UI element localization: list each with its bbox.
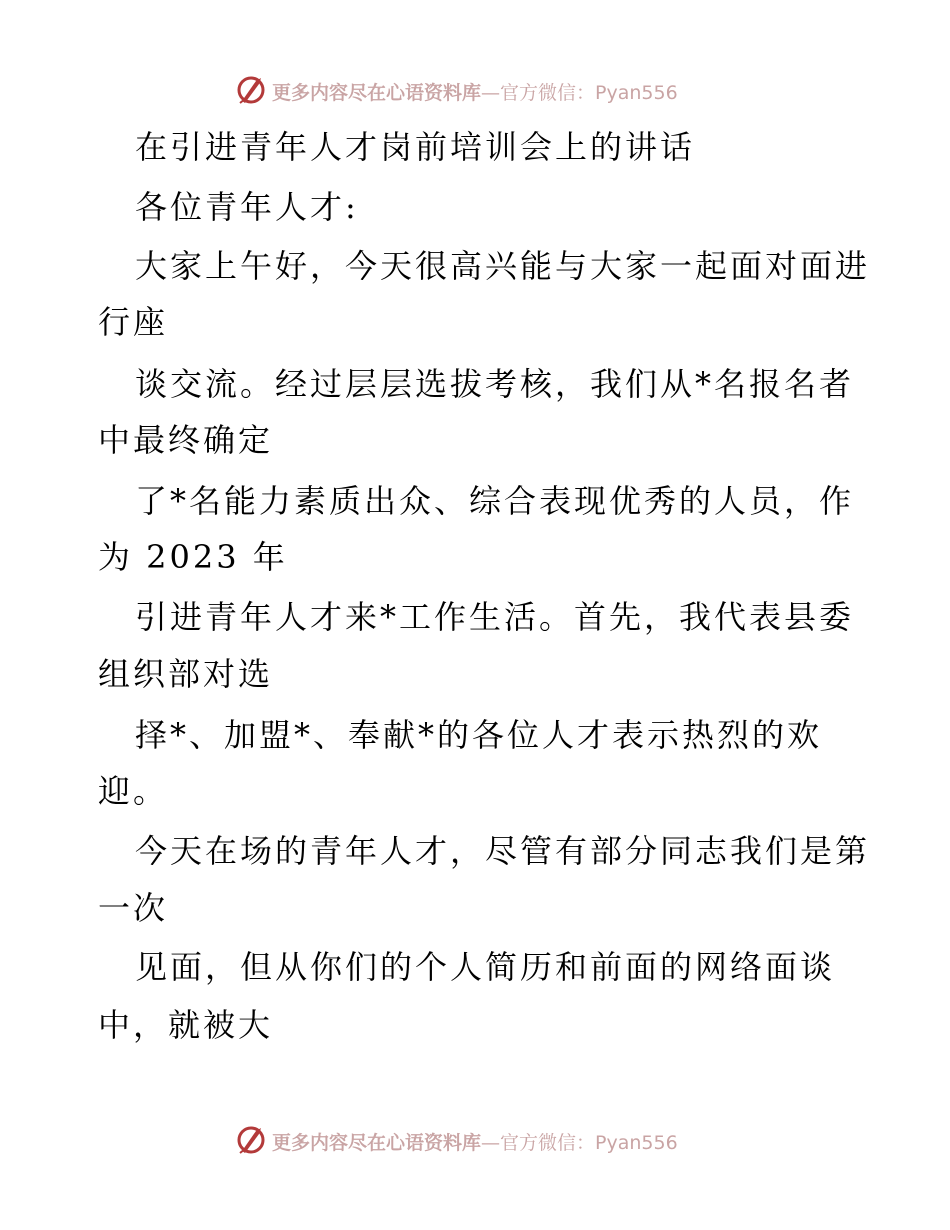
paragraph-line: 中，就被大 xyxy=(98,1006,274,1044)
paragraph-line: 今天在场的青年人才，尽管有部分同志我们是第 xyxy=(135,832,871,870)
salutation: 各位青年人才: xyxy=(135,188,359,226)
document-title: 在引进青年人才岗前培训会上的讲话 xyxy=(135,128,696,166)
paragraph-line: 中最终确定 xyxy=(98,421,274,459)
footer-watermark xyxy=(0,1120,950,1160)
watermark-wechat-id: Pyan556 xyxy=(595,82,678,104)
paragraph-line: 行座 xyxy=(98,303,169,341)
watermark-wechat-label: 官方微信： xyxy=(500,82,596,104)
paragraph-line: 一次 xyxy=(98,889,169,927)
watermark-text xyxy=(272,1128,678,1155)
paragraph-line: 为 2023 年 xyxy=(98,538,288,576)
watermark-text xyxy=(272,78,678,105)
pen-logo-icon xyxy=(236,1123,266,1155)
watermark-dash: — xyxy=(481,82,501,104)
paragraph-line: 迎。 xyxy=(98,772,169,810)
paragraph-line: 见面，但从你们的个人简历和前面的网络面谈 xyxy=(135,948,836,986)
paragraph-line: 组织部对选 xyxy=(98,655,274,693)
paragraph-line: 谈交流。经过层层选拔考核，我们从*名报名者 xyxy=(135,365,855,403)
watermark-site-text: 更多内容尽在心语资料库 xyxy=(272,82,482,104)
paragraph-line: 大家上午好，今天很高兴能与大家一起面对面进 xyxy=(135,247,871,285)
paragraph-line: 引进青年人才来*工作生活。首先，我代表县委 xyxy=(135,598,855,636)
pen-logo-icon xyxy=(236,73,266,105)
watermark-wechat-label: 官方微信： xyxy=(500,1132,596,1154)
watermark-wechat-id: Pyan556 xyxy=(595,1132,678,1154)
paragraph-line: 了*名能力素质出众、综合表现优秀的人员，作 xyxy=(135,482,855,520)
watermark-dash: — xyxy=(481,1132,501,1154)
watermark-site-text: 更多内容尽在心语资料库 xyxy=(272,1132,482,1154)
header-watermark xyxy=(0,70,950,110)
paragraph-line: 择*、加盟*、奉献*的各位人才表示热烈的欢 xyxy=(135,716,823,754)
